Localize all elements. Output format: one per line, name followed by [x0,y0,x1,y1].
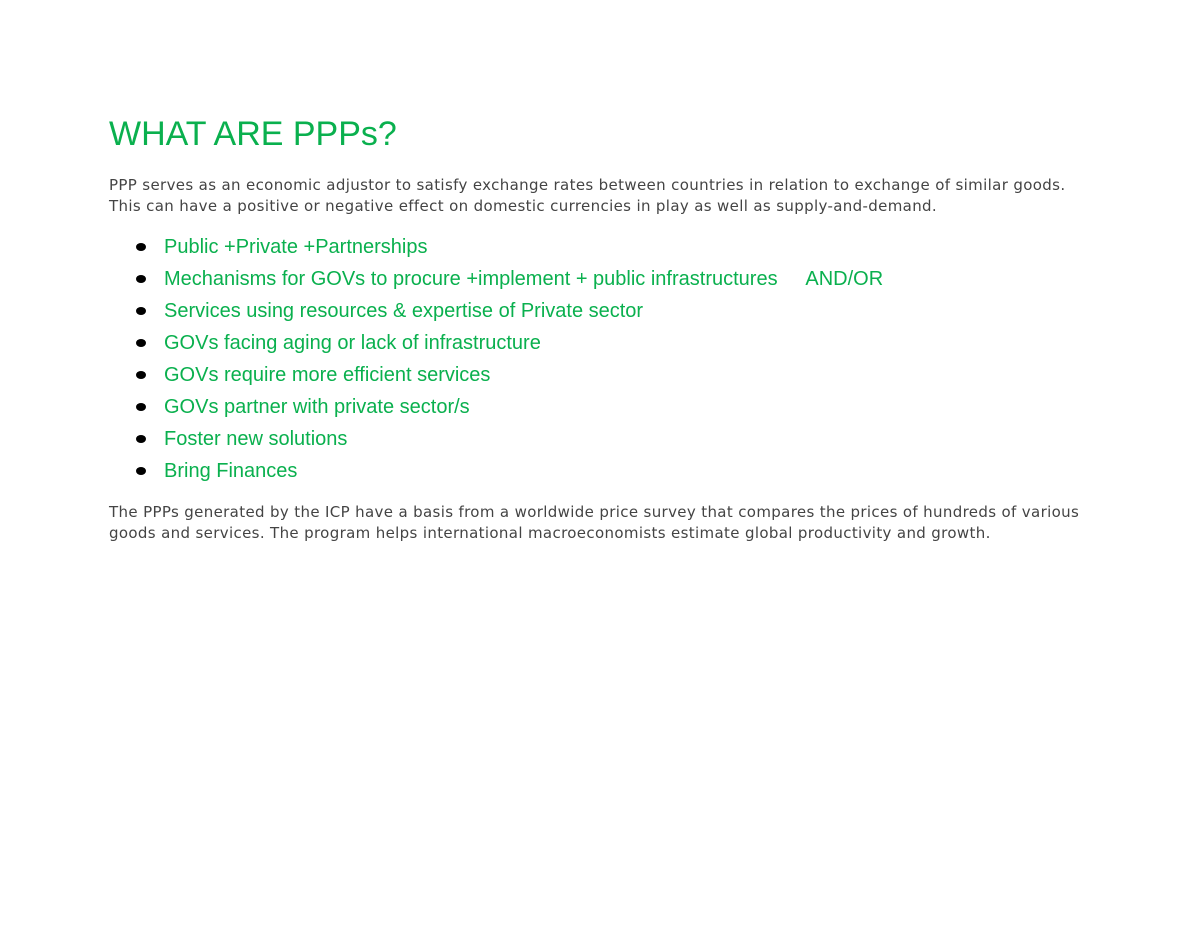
page-title: WHAT ARE PPPs? [109,115,397,153]
bullet-icon [136,467,146,475]
bullet-icon [136,339,146,347]
closing-paragraph: The PPPs generated by the ICP have a basis from a worldwide price survey that compares the prices of hundreds of various goods and services. The program helps international macroeconomists estimate global productivity and growth. [109,503,1080,542]
bullet-icon [136,403,146,411]
bullet-icon [136,275,146,283]
document-page [109,112,1099,544]
bullet-item [109,423,1099,455]
bullet-item [109,359,1099,391]
intro-paragraph: PPP serves as an economic adjustor to satisfy exchange rates between countries in relation to exchange of similar goods. This can have a positive or negative effect on domestic currencies in play as well as supply-and-demand. [109,176,1066,215]
bullet-item [109,295,1099,327]
bullet-item [109,231,1099,263]
bullet-list [109,231,1099,487]
bullet-icon [136,371,146,379]
bullet-text: Foster new solutions [164,428,348,450]
bullet-text: Services using resources & expertise of Private sector [164,300,644,322]
bullet-text: GOVs partner with private sector/s [164,396,470,418]
bullet-text: Public +Private +Partnerships [164,236,428,258]
bullet-text: GOVs facing aging or lack of infrastructure [164,332,541,354]
bullet-text: Bring Finances [164,460,298,482]
bullet-text: Mechanisms for GOVs to procure +implement + public infrastructures AND/OR [164,268,884,290]
bullet-icon [136,307,146,315]
bullet-icon [136,243,146,251]
bullet-item [109,327,1099,359]
bullet-icon [136,435,146,443]
bullet-item [109,263,1099,295]
bullet-text: GOVs require more efficient services [164,364,491,386]
bullet-item [109,391,1099,423]
bullet-item [109,455,1099,487]
